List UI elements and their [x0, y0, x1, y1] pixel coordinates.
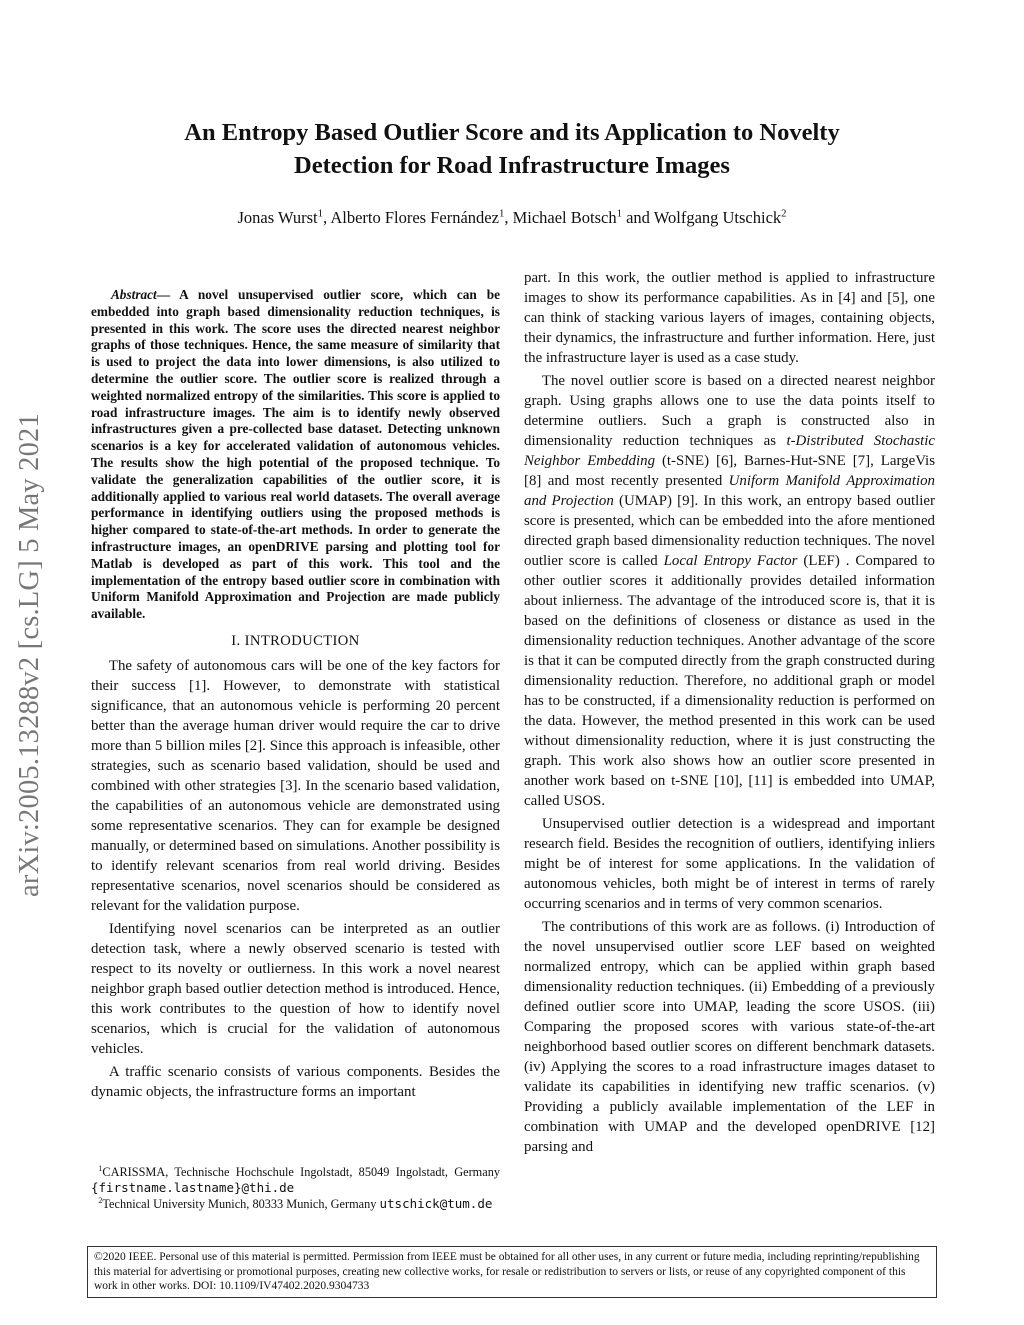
abstract-text: — A novel unsupervised outlier score, which can be embedded into graph based dimensionality reduction techniques, is presented in this work. The score uses the directed nearest neighbor graphs of those techniques. Hence, the same measure of similarity that is used to project the data into lower dimensions, is also utilized to determine the outlier score. The outlier score is realized through a weighted normalized entropy of the similarities. This score is applied to road infrastructure images. The aim is to identify newly observed infrastructures given a pre-collected base dataset. Detecting unknown scenarios is a key for accelerated validation of autonomous vehicles. The results show the high potential of the proposed technique. To validate the generalization capabilities of the outlier score, it is additionally applied to various real world datasets. The overall average performance in identifying outliers using the proposed methods is higher compared to state-of-the-art methods. In order to generate the infrastructure images, an openDRIVE parsing and plotting tool for Matlab is developed as part of this work. This tool and the implementation of the entropy based outlier score in combination with Uniform Manifold Approximation and Projection are made publicly available. — [91, 287, 500, 622]
paper-title — [100, 116, 924, 182]
arxiv-id-stamp: arXiv:2005.13288v2 [cs.LG] 5 May 2021 — [14, 413, 45, 897]
copyright-notice: ©2020 IEEE. Personal use of this material is permitted. Permission from IEEE must be obtained for all other uses, in any current or future media, including reprinting/republishing this material for advertising or promotional purposes, creating new collective works, for resale or redistribution to servers or lists, or reuse of any copyrighted component of this work in other works. DOI: 10.1109/IV47402.2020.9304733 — [87, 1246, 937, 1298]
arxiv-sidebar — [0, 355, 60, 955]
author: Michael Botsch$^1$ and — [512, 207, 654, 227]
section-heading-introduction: I. INTRODUCTION — [231, 632, 360, 649]
author: Wolfgang Utschick$^2$ — [653, 207, 787, 227]
title-line-1: An Entropy Based Outlier Score and its Application to Novelty — [184, 119, 840, 146]
author: Alberto Flores Fernández$^1$, — [330, 207, 513, 227]
paragraph: part. In this work, the outlier method is applied to infrastructure images to show its performance capabilities. As in [4] and [5], one can think of stacking various layers of images, containing objects, their dynamics, the infrastructure and further information. Here, just the infrastructure layer is used as a case study. — [524, 270, 935, 366]
paragraph: A traffic scenario consists of various components. Besides the dynamic objects, the infrastructure forms an important — [91, 1063, 500, 1100]
left-column — [91, 287, 500, 1105]
paragraph: Unsupervised outlier detection is a widespread and important research field. Besides the recognition of outliers, identifying inliers might be of interest for some applications. In the validation of autonomous vehicles, both might be of interest in terms of rarely occurring scenarios and in terms of very common scenarios. — [524, 816, 935, 912]
paragraph: The contributions of this work are as follows. (i) Introduction of the novel unsupervised outlier score LEF based on weighted normalized entropy, which can be applied within graph based dimensionality reduction techniques. (ii) Embedding of a previously defined outlier score into UMAP, leading the score USOS. (iii) Comparing the proposed scores with various state-of-the-art neighborhood based outlier scores on different benchmark datasets. (iv) Applying the scores to a road infrastructure images dataset to validate its capabilities in identifying new traffic scenarios. (v) Providing a publicly available implementation of the LEF in combination with UMAP and the developed openDRIVE [12] parsing and — [524, 919, 935, 1155]
right-column — [524, 268, 935, 1160]
author-list — [100, 208, 924, 228]
author: Jonas Wurst$^1$, — [237, 207, 331, 227]
email-link[interactable]: utschick@tum.de — [379, 1196, 493, 1211]
footnotes — [91, 1164, 500, 1212]
footnote-2: $^2$Technical University Munich, 80333 Munich, Germany utschick@tum.de — [98, 1195, 493, 1211]
paragraph: The novel outlier score is based on a directed nearest neighbor graph. Using graphs allows one to use the data points itself to determine outliers. Such a graph is constructed also in dimensionality reduction techniques as t-Distributed Stochastic Neighbor Embedding (t-SNE) [6], Barnes-Hut-SNE [7], LargeVis [8] and most recently presented Uniform Manifold Approximation and Projection (UMAP) [9]. In this work, an entropy based outlier score is presented, which can be embedded into the afore mentioned directed graph based dimensionality reduction techniques. The novel outlier score is called Local Entropy Factor (LEF) . Compared to other outlier scores it additionally provides detailed information about inlierness. The advantage of the introduced score is, that it is based on the definitions of closeness or distance as used in the dimensionality reduction techniques. Another advantage of the score is that it can be computed directly from the graph constructed during dimensionality reduction. Therefore, no additional graph or model has to be constructed, if a dimensionality reduction is performed on the data. However, the method presented in this work can be used without dimensionality reduction, where it is just constructing the graph. This work also shows how an outlier score presented in another work based on t-SNE [10], [11] is embedded into UMAP, called USOS. — [524, 373, 935, 809]
footnote-1: $^1$CARISSMA, Technische Hochschule Ingolstadt, 85049 Ingolstadt, Germany {firstname.lastname}@thi.de — [91, 1163, 500, 1195]
email-link[interactable]: {firstname.lastname}@thi.de — [91, 1180, 295, 1195]
abstract-label: Abstract — [110, 287, 157, 302]
title-line-2: Detection for Road Infrastructure Images — [294, 152, 730, 179]
paragraph: The safety of autonomous cars will be one of the key factors for their success [1]. However, to demonstrate with statistical significance, that an autonomous vehicle is performing 20 percent better than the average human driver would require the car to drive more than 5 billion miles [2]. Since this approach is infeasible, other strategies, such as scenario based validation, should be used and combined with other strategies [3]. In the scenario based validation, the capabilities of an autonomous vehicle are demonstrated using some representative scenarios. They can for example be designed manually, or determined based on simulations. Another possibility is to identify relevant scenarios from real world driving. Besides representative scenarios, novel scenarios should be considered as relevant for the validation purpose. — [91, 657, 500, 914]
abstract — [91, 287, 500, 623]
paragraph: Identifying novel scenarios can be interpreted as an outlier detection task, where a newly observed scenario is tested with respect to its novelty or outlierness. In this work a novel nearest neighbor graph based outlier detection method is introduced. Hence, this work contributes to the question of how to identify novel scenarios, which is crucial for the validation of autonomous vehicles. — [91, 920, 500, 1057]
